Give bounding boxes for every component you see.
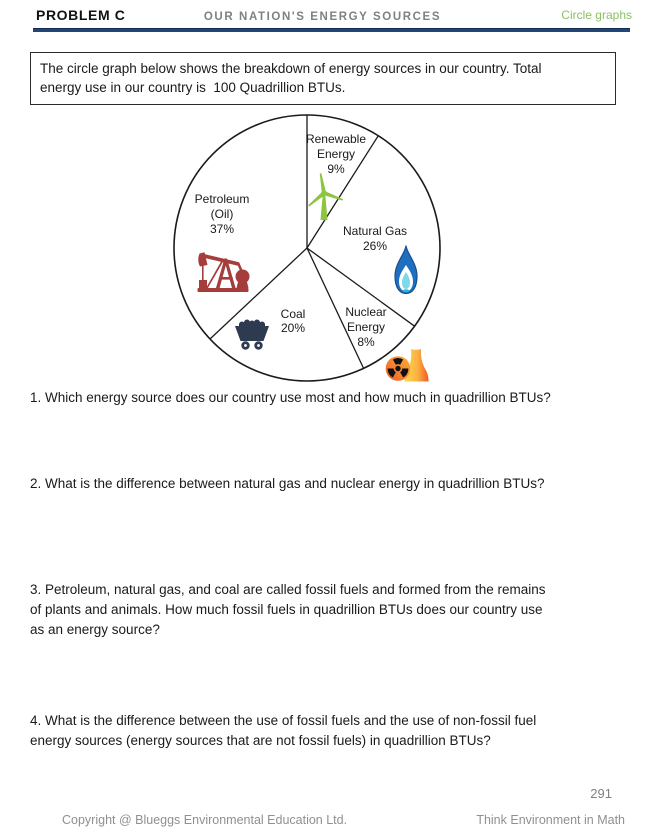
question-4: 4. What is the difference between the use of fossil fuels and the use of non-fossil fuel energy sources (energy sources that are not fossil fuels) in quadrillion BTUs? bbox=[30, 713, 537, 748]
question-1: 1. Which energy source does our country use most and how much in quadrillion BTUs? bbox=[30, 390, 551, 405]
instruction-line: The circle graph below shows the breakdown of energy sources in our country. Total bbox=[40, 61, 542, 76]
slice-label-coal: Coal 20% bbox=[280, 307, 306, 335]
gas-flame-icon bbox=[392, 244, 420, 296]
footer-tagline: Think Environment in Math bbox=[476, 813, 625, 827]
slice-label-nuclear-energy: Nuclear Energy 8% bbox=[345, 305, 387, 349]
coal-cart-icon bbox=[233, 316, 271, 352]
question-3: 3. Petroleum, natural gas, and coal are called fossil fuels and formed from the remains of plants and animals. How much fossil fuels in quadrillion BTUs does our country use as an energy source? bbox=[30, 582, 546, 637]
radiation-icon bbox=[380, 345, 432, 385]
wind-turbine-icon bbox=[300, 170, 350, 222]
slice-label-renewable-energy: Renewable Energy 9% bbox=[305, 132, 367, 176]
oil-pump-jack-icon bbox=[196, 243, 254, 293]
worksheet-tag: Circle graphs bbox=[561, 8, 632, 22]
page-title: OUR NATION'S ENERGY SOURCES bbox=[203, 11, 442, 23]
question-2: 2. What is the difference between natural gas and nuclear energy in quadrillion BTUs? bbox=[30, 476, 545, 491]
instruction-box bbox=[30, 52, 616, 105]
slice-label-natural-gas: Natural Gas 26% bbox=[342, 224, 408, 253]
slice-label-petroleum-oil: Petroleum (Oil) 37% bbox=[194, 192, 250, 236]
page-number: 291 bbox=[590, 786, 612, 801]
problem-label: PROBLEM C bbox=[36, 7, 126, 23]
instruction-line: energy use in our country is 100 Quadrillion BTUs. bbox=[40, 80, 346, 95]
header-rule bbox=[33, 28, 630, 32]
footer-copyright: Copyright @ Blueggs Environmental Education Ltd. bbox=[62, 813, 348, 827]
